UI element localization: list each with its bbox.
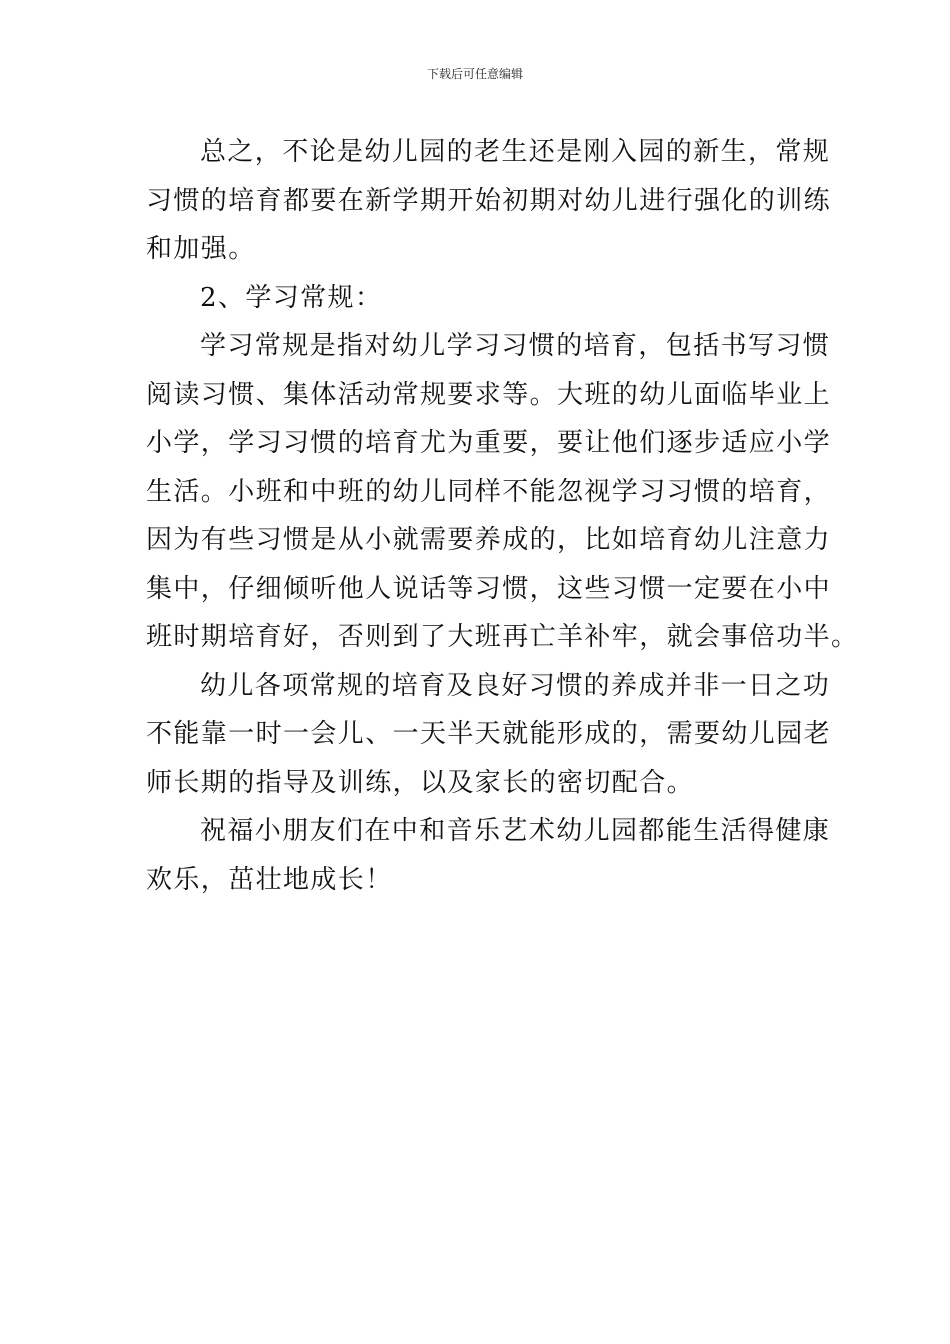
paragraph-4-line-3: 师长期的指导及训练，以及家长的密切配合。 [146,767,695,798]
document-body [146,128,859,904]
paragraph-3-line-1: 学习常规是指对幼儿学习习惯的培育，包括书写习惯 [200,331,831,361]
paragraph-5-line-2: 欢乐，茁壮地成长！ [146,864,393,895]
paragraph-3-line-7: 班时期培育好，否则到了大班再亡羊补牢，就会事倍功半。 [146,622,859,652]
paragraph-3-line-5: 因为有些习惯是从小就需要养成的，比如培育幼儿注意力 [146,525,832,555]
paragraph-3-line-6: 集中，仔细倾听他人说话等习惯，这些习惯一定要在小中 [146,573,832,604]
paragraph-4-line-1: 幼儿各项常规的培育及良好习惯的养成并非一日之功 [200,670,831,701]
paragraph-4-line-2: 不能靠一时一会儿、一天半天就能形成的，需要幼儿园老 [146,719,832,749]
paragraph-5-line-1: 祝福小朋友们在中和音乐艺术幼儿园都能生活得健康 [200,816,831,846]
section-heading: 2、学习常规： [200,282,383,313]
page-header: 下载后可任意编辑 [426,67,523,81]
paragraph-3-line-2: 阅读习惯、集体活动常规要求等。大班的幼儿面临毕业上 [146,379,832,410]
paragraph-1-line-2: 习惯的培育都要在新学期开始初期对幼儿进行强化的训练 [146,185,832,216]
paragraph-1-line-1: 总之，不论是幼儿园的老生还是刚入园的新生，常规 [200,137,831,167]
paragraph-3-line-3: 小学，学习习惯的培育尤为重要，要让他们逐步适应小学 [146,428,832,458]
paragraph-3-line-4: 生活。小班和中班的幼儿同样不能忽视学习习惯的培育， [146,476,832,507]
paragraph-1-line-3: 和加强。 [146,234,256,264]
